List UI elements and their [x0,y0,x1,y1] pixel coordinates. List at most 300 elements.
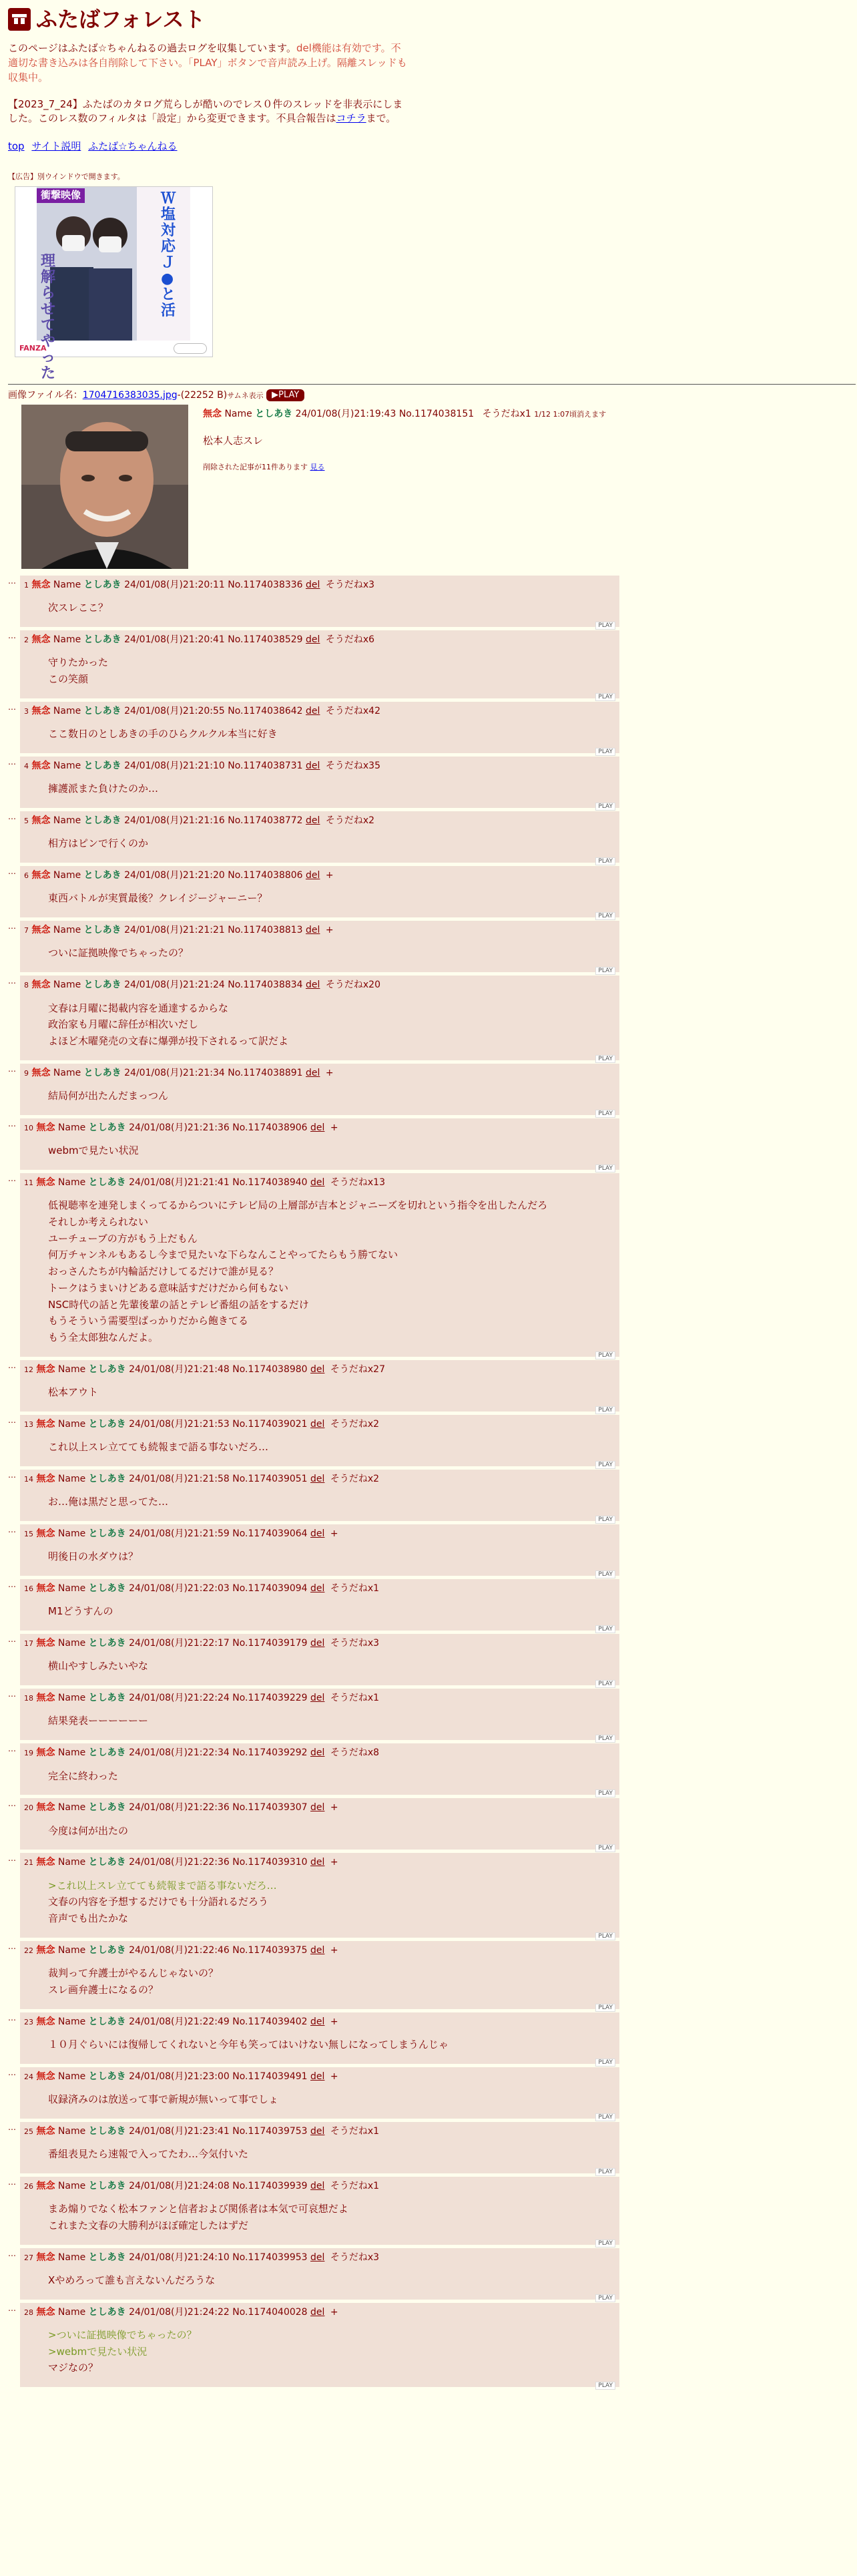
reply-message [48,1384,615,1401]
reply-name: としあき [88,1176,126,1188]
reply-dots: … [8,1580,16,1590]
reply-sodane[interactable]: + [330,2071,338,2082]
reply-row [8,1118,849,1170]
reply-subject: 無念 [36,2306,55,2318]
reply-name: としあき [83,634,121,646]
reply-header [24,578,615,592]
reply-sodane[interactable]: そうだねx2 [325,815,375,827]
reply-number: No.1174038891 [228,1067,303,1078]
reply-subject: 無念 [31,925,51,936]
reply-line: トークはうまいけどある意味話すだけだから何もない [48,1281,289,1294]
reply-del-button[interactable]: del [306,870,320,881]
reply-del-button[interactable]: del [306,634,320,646]
reply-dots: … [8,2303,16,2313]
reply-subject: 無念 [36,1528,55,1540]
reply-play-button[interactable]: PLAY [595,1164,615,1172]
reply-del-button[interactable]: del [310,1176,325,1188]
reply-sodane[interactable]: そうだねx35 [325,761,380,772]
reply-name-label: Name [53,815,81,827]
reply-number: No.1174039939 [232,2180,308,2191]
reply-row [8,1634,849,1688]
reply-subject: 無念 [36,2251,55,2263]
reply-line: 何万チャンネルもあるし今まで見たいな下らなんことやってたらもう勝てない [48,1249,398,1261]
reply-play-button[interactable]: PLAY [595,622,615,630]
reply-sodane[interactable]: そうだねx1 [330,1693,380,1704]
reply-header [24,1801,615,1814]
reply-datetime: 24/01/08(月)21:21:16 [124,815,225,827]
reply-header [24,814,615,827]
op-expire: 1/12 1:07頃消えます [534,410,607,419]
reply-line: もうそういう需要型ばっかりだから飽きてる [48,1315,249,1327]
reply-sodane[interactable]: そうだねx2 [330,1418,380,1430]
reply-del-button[interactable]: del [310,1473,325,1484]
reply-dots: … [8,1360,16,1370]
reply-datetime: 24/01/08(月)21:21:36 [129,1122,230,1133]
reply-message [48,1197,615,1346]
reply-message [48,2146,615,2163]
reply-box [20,702,619,756]
op-play-label: PLAY [278,389,300,400]
reply-dots: … [8,1941,16,1951]
reply-line: 相方はピンで行くのか [48,837,149,850]
reply-number: No.1174039021 [232,1418,308,1430]
reply-sodane[interactable]: + [325,925,334,936]
reply-message [48,726,615,742]
reply-subject: 無念 [36,1583,55,1594]
reply-line: これまた文春の大勝利がほぼ確定したはずだ [48,2219,249,2231]
reply-header [24,1176,615,1189]
reply-line: 明後日の水ダウは？ [48,1550,139,1563]
reply-del-button[interactable]: del [310,1528,325,1540]
reply-line: 擁護派また負けたのか… [48,783,159,795]
reply-name: としあき [83,815,121,827]
reply-name-label: Name [57,2251,86,2263]
reply-number: No.1174038813 [228,925,303,936]
reply-subject: 無念 [36,2071,55,2082]
reply-dots: … [8,1173,16,1183]
reply-play-button[interactable]: PLAY [595,1680,615,1688]
reply-row [8,921,849,975]
reply-name-label: Name [57,1638,86,1649]
reply-message [48,1713,615,1729]
reply-name: としあき [88,1944,126,1956]
reply-line: 文春は月曜に掲載内容を通達するからな [48,1002,229,1014]
reply-index: 25 [24,2127,33,2136]
ad-info-icon[interactable] [174,343,207,354]
reply-number: No.1174038642 [228,705,303,716]
reply-dots: … [8,757,16,767]
reply-message [48,1823,615,1840]
reply-line: 文春の内容を予想するだけでも十分語れるだろう [48,1896,269,1908]
reply-dots: … [8,921,16,931]
reply-box [20,1689,619,1743]
reply-index: 13 [24,1420,33,1429]
reply-number: No.1174039051 [232,1473,308,1484]
reply-header [24,1363,615,1376]
reply-number: No.1174039179 [232,1638,308,1649]
reply-header [24,1944,615,1957]
reply-del-button[interactable]: del [310,1122,325,1133]
reply-message [48,2327,615,2376]
reply-play-button[interactable]: PLAY [595,748,615,756]
reply-play-button[interactable]: PLAY [595,1625,615,1633]
reply-box [20,921,619,975]
reply-play-button[interactable]: PLAY [595,2113,615,2121]
op-image[interactable] [21,405,188,569]
reply-name: としあき [88,1528,126,1540]
reply-message [48,1603,615,1620]
reply-play-button[interactable]: PLAY [595,1789,615,1797]
ad-image[interactable] [37,187,190,382]
reply-number: No.1174038731 [228,761,303,772]
reply-message [48,1000,615,1050]
op-text: 松本人志スレ [203,435,264,447]
reply-datetime: 24/01/08(月)21:24:10 [129,2251,230,2263]
reply-play-button[interactable]: PLAY [595,1932,615,1940]
reply-del-button[interactable]: del [306,925,320,936]
reply-line: これ以上スレ立てても続報まで語る事ないだろ… [48,1441,269,1454]
reply-box [20,1118,619,1170]
reply-number: No.1174039491 [232,2071,308,2082]
file-link[interactable]: 1704716383035.jpg [82,389,178,401]
reply-play-button[interactable]: PLAY [595,2059,615,2067]
reply-del-button[interactable]: del [306,580,320,591]
reply-sodane[interactable]: + [330,2016,338,2027]
reply-line: 東西バトルが実質最後？クレイジージャーニー？ [48,892,268,905]
reply-index: 14 [24,1474,33,1484]
reply-datetime: 24/01/08(月)21:24:08 [129,2180,230,2191]
nav-about-link[interactable]: サイト説明 [31,140,81,153]
reply-datetime: 24/01/08(月)21:23:41 [129,2125,230,2137]
reply-subject: 無念 [36,1418,55,1430]
reply-datetime: 24/01/08(月)21:21:21 [124,925,225,936]
reply-index: 6 [24,871,29,881]
reply-number: No.1174038806 [228,870,303,881]
reply-message [48,890,615,907]
ad-note: 【広告】別ウインドウで開きます。 [8,172,125,181]
reply-line: 横山やすしみたいやな [48,1660,149,1673]
reply-row [8,2248,849,2300]
reply-number: No.1174038336 [228,580,303,591]
reply-index: 19 [24,1749,33,1758]
reply-name: としあき [88,1857,126,1868]
reply-box [20,630,619,698]
reply-line: お…俺は黒だと思ってた… [48,1496,169,1508]
reply-subject: 無念 [31,705,51,716]
op-datetime: 24/01/08(月)21:19:43 [295,409,396,420]
reply-play-button[interactable]: PLAY [595,1406,615,1414]
reply-subject: 無念 [36,1857,55,1868]
reply-header [24,1582,615,1595]
reply-line: 低視聴率を連発しまくってるからついにテレビ局の上層部が吉本とジャニーズを切れという指令を出したんだろ [48,1199,548,1212]
reply-sodane[interactable]: そうだねx6 [325,634,375,646]
reply-subject: 無念 [36,2016,55,2027]
reply-number: No.1174039064 [232,1528,308,1540]
reply-sodane[interactable]: そうだねx2 [330,1473,380,1484]
reply-play-button[interactable]: PLAY [595,912,615,920]
reply-header [24,1121,615,1134]
reply-index: 11 [24,1178,33,1187]
reply-datetime: 24/01/08(月)21:21:58 [129,1473,230,1484]
reply-name: としあき [88,1583,126,1594]
reply-message [48,2272,615,2289]
reply-dots: … [8,702,16,712]
reply-row [8,1941,849,2009]
reply-dots: … [8,1415,16,1425]
reply-sodane[interactable]: + [325,1067,334,1078]
reply-box [20,2012,619,2064]
reply-subject: 無念 [31,980,51,991]
reply-del-button[interactable]: del [310,2180,325,2191]
reply-message [48,1768,615,1785]
reply-datetime: 24/01/08(月)21:21:20 [124,870,225,881]
reply-name-label: Name [53,980,81,991]
reply-sodane[interactable]: + [330,1802,338,1813]
reply-play-button[interactable]: PLAY [595,2294,615,2302]
reply-dots: … [8,1064,16,1074]
reply-name: としあき [88,1473,126,1484]
op-play-button[interactable]: ▶PLAY [266,389,304,401]
reply-del-button[interactable]: del [310,2306,325,2318]
reply-sodane[interactable]: そうだねx27 [330,1363,385,1375]
reply-name: としあき [88,2306,126,2318]
reply-del-button[interactable]: del [310,2016,325,2027]
reply-sodane[interactable]: そうだねx8 [330,1747,380,1759]
reply-line: >webmで見たい状況 [48,2345,148,2358]
nav-futaba-link[interactable]: ふたば☆ちゃんねる [88,140,178,153]
reply-row [8,2177,849,2245]
reply-sodane[interactable]: + [330,1528,338,1540]
reply-play-button[interactable]: PLAY [595,1110,615,1118]
reply-line: NSC時代の話と先輩後輩の話とテレビ番組の話をするだけ [48,1298,309,1311]
reply-del-button[interactable]: del [310,1418,325,1430]
intro-p2a: 【2023_7_24】ふたばのカタログ荒らしが酷いのでレス０件のスレッドを非表示にしました。このレス数のフィルタは「設定」から変更できます。不具合報告は [8,97,403,125]
reply-datetime: 24/01/08(月)21:22:03 [129,1583,230,1594]
reply-name-label: Name [57,2071,86,2082]
reply-message [48,600,615,616]
reply-del-button[interactable]: del [310,1363,325,1375]
reply-sodane[interactable]: そうだねx20 [325,980,380,991]
reply-play-button[interactable]: PLAY [595,1461,615,1469]
reply-play-button[interactable]: PLAY [595,967,615,975]
reply-play-button[interactable]: PLAY [595,857,615,865]
reply-index: 3 [24,706,29,716]
reply-del-button[interactable]: del [310,1747,325,1759]
reply-message [48,1548,615,1565]
reply-datetime: 24/01/08(月)21:24:22 [129,2306,230,2318]
reply-play-button[interactable]: PLAY [595,1351,615,1359]
reply-row [8,1064,849,1115]
reply-message [48,835,615,852]
thumb-note: サムネ表示 [227,391,264,400]
reply-sodane[interactable]: そうだねx13 [330,1176,385,1188]
reply-play-button[interactable]: PLAY [595,2382,615,2390]
reply-sodane[interactable]: + [330,1122,338,1133]
reply-del-button[interactable]: del [310,1944,325,1956]
reply-sodane[interactable]: そうだねx3 [325,580,375,591]
reply-message [48,781,615,797]
reply-play-button[interactable]: PLAY [595,2239,615,2247]
reply-del-button[interactable]: del [310,1857,325,1868]
reply-row [8,2122,849,2173]
reply-name-label: Name [57,2016,86,2027]
reply-del-button[interactable]: del [310,1802,325,1813]
reply-del-button[interactable]: del [310,1638,325,1649]
reply-sodane[interactable]: + [325,870,334,881]
reply-play-button[interactable]: PLAY [595,2168,615,2176]
reply-subject: 無念 [31,870,51,881]
reply-row [8,1743,849,1795]
reply-del-button[interactable]: del [306,980,320,991]
reply-number: No.1174039094 [232,1583,308,1594]
reply-index: 20 [24,1803,33,1813]
reply-name-label: Name [57,2125,86,2137]
reply-dots: … [8,631,16,641]
reply-name: としあき [88,1418,126,1430]
reply-row [8,1579,849,1631]
reply-del-button[interactable]: del [310,2071,325,2082]
reply-name-label: Name [53,925,81,936]
reply-row [8,1524,849,1576]
reply-dots: … [8,1470,16,1480]
reply-name-label: Name [57,1747,86,1759]
reply-play-button[interactable]: PLAY [595,2004,615,2012]
reply-play-button[interactable]: PLAY [595,1055,615,1063]
reply-number: No.1174039292 [232,1747,308,1759]
reply-play-button[interactable]: PLAY [595,1570,615,1578]
reply-header [24,869,615,882]
reply-index: 16 [24,1584,33,1594]
reply-datetime: 24/01/08(月)21:21:24 [124,980,225,991]
reply-del-button[interactable]: del [310,1693,325,1704]
reply-line: 次スレここ？ [48,602,109,614]
reply-row [8,2012,849,2064]
reply-del-button[interactable]: del [306,1067,320,1078]
reply-play-button[interactable]: PLAY [595,1516,615,1524]
reply-name-label: Name [53,870,81,881]
reply-name: としあき [83,870,121,881]
reply-row [8,1415,849,1466]
reply-sodane[interactable]: そうだねx1 [330,2125,380,2137]
reply-message [48,2201,615,2234]
reply-name-label: Name [57,1802,86,1813]
reply-play-button[interactable]: PLAY [595,1735,615,1743]
reply-name-label: Name [57,1528,86,1540]
reply-datetime: 24/01/08(月)21:22:46 [129,1944,230,1956]
reply-line: webmで見たい状況 [48,1144,139,1157]
reply-subject: 無念 [36,1122,55,1133]
reply-subject: 無念 [36,1363,55,1375]
intro-p1a: このページはふたば☆ちゃんねるの過去ログを収集しています。 [8,42,296,55]
site-logo-icon[interactable] [8,8,31,31]
reply-del-button[interactable]: del [310,2125,325,2137]
reply-name: としあき [88,2071,126,2082]
reply-index: 18 [24,1694,33,1703]
reply-index: 5 [24,817,29,826]
op-number: No.1174038151 [398,409,475,420]
reply-index: 15 [24,1530,33,1539]
reply-play-button[interactable]: PLAY [595,1844,615,1852]
reply-name-label: Name [57,1122,86,1133]
reply-index: 21 [24,1858,33,1868]
reply-number: No.1174038940 [232,1176,308,1188]
reply-sodane[interactable]: そうだねx42 [325,705,380,716]
reply-sodane[interactable]: + [330,1944,338,1956]
reply-datetime: 24/01/08(月)21:22:34 [129,1747,230,1759]
reply-box [20,1798,619,1850]
reply-sodane[interactable]: + [330,2306,338,2318]
reply-box [20,976,619,1060]
reply-line: まあ煽りでなく松本ファンと信者および関係者は本気で可哀想だよ [48,2203,348,2215]
bug-report-link[interactable]: コチラ [336,112,366,125]
reply-index: 7 [24,926,29,935]
reply-line: 収録済みのは放送って事で新規が無いって事でしょ [48,2093,279,2105]
reply-box [20,2248,619,2300]
reply-del-button[interactable]: del [310,1583,325,1594]
reply-line: 裁判って弁護士がやるんじゃないの？ [48,1967,219,1980]
reply-header [24,1746,615,1759]
reply-datetime: 24/01/08(月)21:21:48 [129,1363,230,1375]
reply-message [48,1494,615,1510]
reply-del-button[interactable]: del [306,705,320,716]
reply-number: No.1174038529 [228,634,303,646]
reply-line: ここ数日のとしあきの手のひらクルクル本当に好き [48,728,278,740]
reply-message [48,1142,615,1159]
reply-sodane[interactable]: そうだねx1 [330,1583,380,1594]
reply-play-button[interactable]: PLAY [595,803,615,811]
reply-header [24,2125,615,2138]
reply-index: 2 [24,636,29,645]
reply-sodane[interactable]: + [330,1857,338,1868]
reply-datetime: 24/01/08(月)21:22:49 [129,2016,230,2027]
reply-number: No.1174038906 [232,1122,308,1133]
reply-header [24,1527,615,1540]
deleted-link[interactable]: 見る [310,463,325,472]
deleted-text: 削除された記事が11件あります [203,463,308,472]
reply-box [20,866,619,920]
reply-sodane[interactable]: そうだねx3 [330,1638,380,1649]
reply-row [8,1853,849,1938]
reply-index: 10 [24,1123,33,1132]
reply-play-button[interactable]: PLAY [595,693,615,701]
ad-banner[interactable] [15,186,213,382]
reply-sodane[interactable]: そうだねx3 [330,2251,380,2263]
reply-row [8,576,849,630]
reply-del-button[interactable]: del [306,761,320,772]
reply-subject: 無念 [36,1693,55,1704]
nav-top-link[interactable]: top [8,140,25,153]
reply-box [20,1853,619,1938]
reply-line: 音声でも出たかな [48,1912,129,1925]
reply-name: としあき [88,1747,126,1759]
reply-row [8,702,849,756]
reply-subject: 無念 [36,1473,55,1484]
reply-name: としあき [88,1638,126,1649]
intro-p2b: まで。 [366,112,396,125]
site-title: ふたばフォレスト [36,7,206,32]
op-sodane[interactable]: そうだねx1 [482,409,531,420]
reply-name: としあき [88,1122,126,1133]
reply-sodane[interactable]: そうだねx1 [330,2180,380,2191]
op-name-label: Name [224,409,252,420]
reply-del-button[interactable]: del [310,2251,325,2263]
reply-del-button[interactable]: del [306,815,320,827]
reply-name: としあき [88,2016,126,2027]
reply-datetime: 24/01/08(月)21:20:55 [124,705,225,716]
reply-dots: … [8,2012,16,2022]
reply-datetime: 24/01/08(月)21:22:36 [129,1857,230,1868]
reply-row [8,757,849,811]
